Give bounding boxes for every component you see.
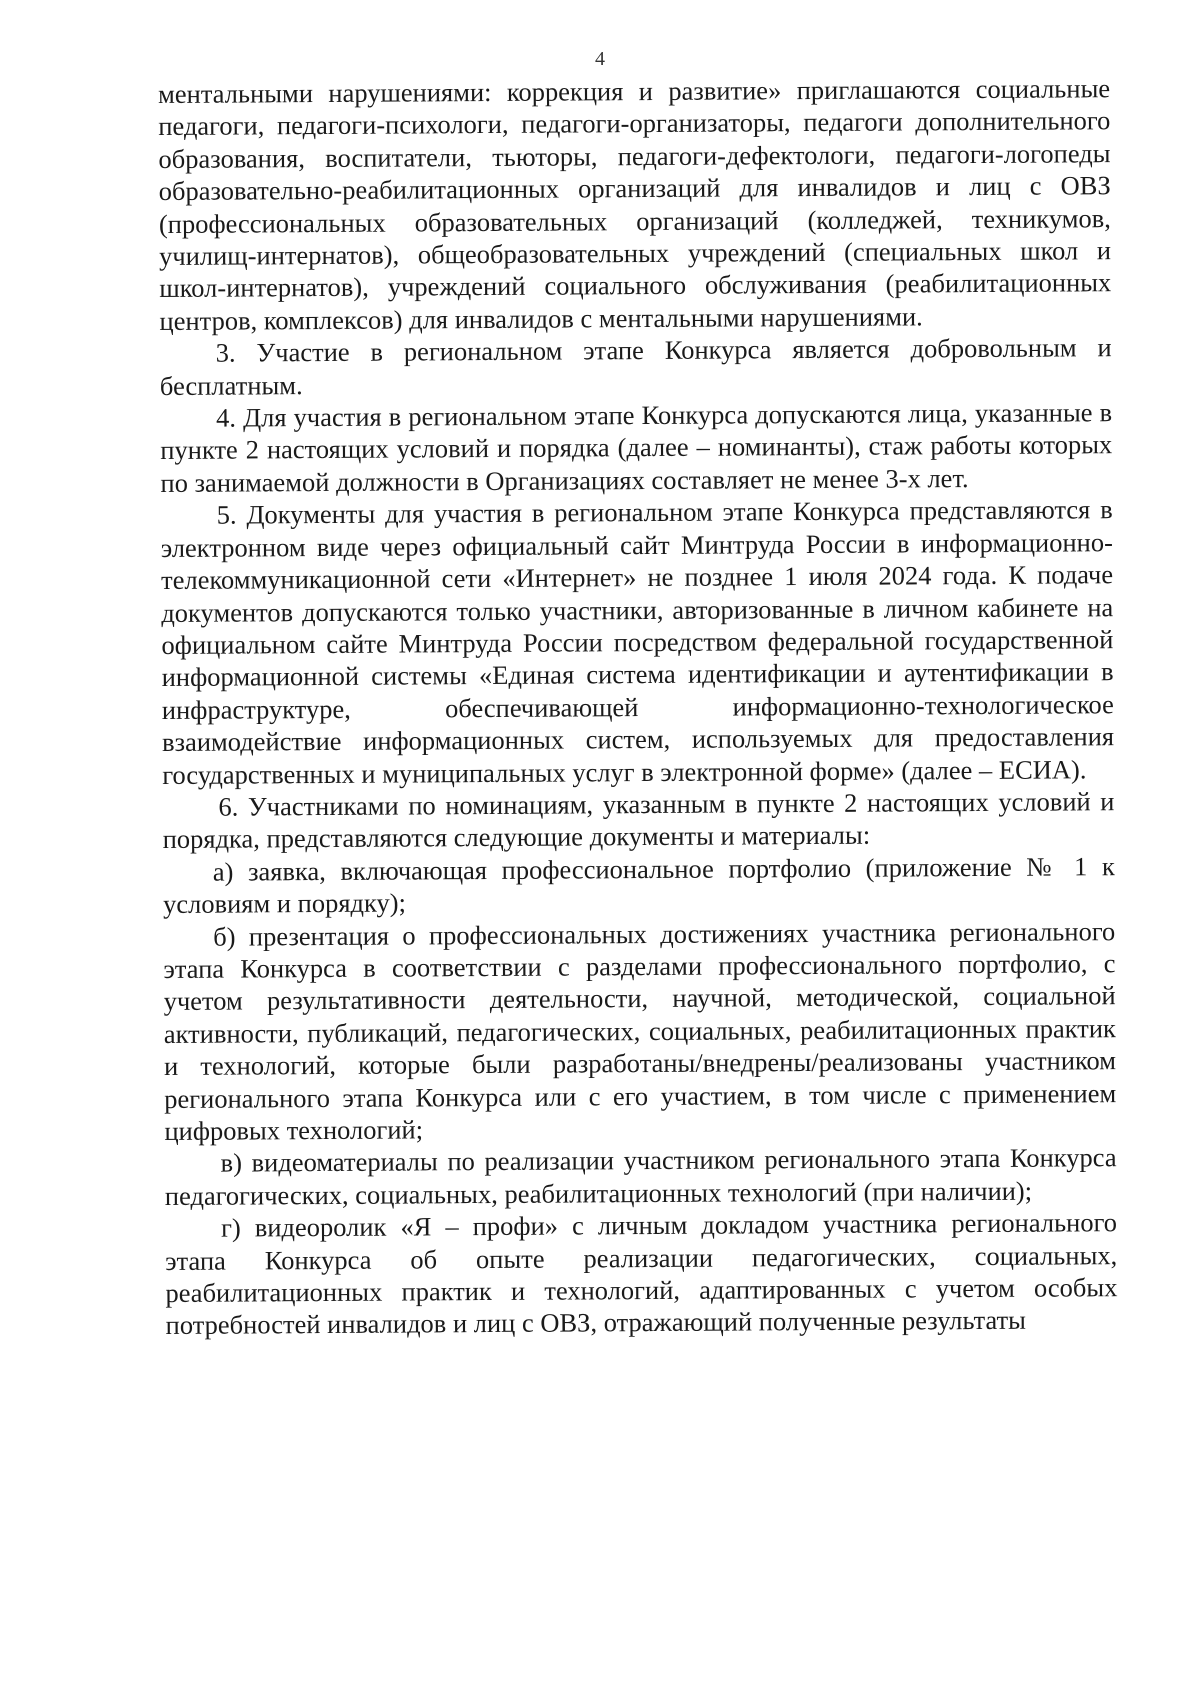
- paragraph-item-6: 6. Участниками по номинациям, указанным в пункте 2 настоящих условий и порядка, представляются следующие документы и материалы:: [162, 786, 1115, 855]
- subitem-g: г) видеоролик «Я – профи» с личным докладом участника регионального этапа Конкурса об опыте реализации педагогических, социальных, реабилитационных практик и технологий, адаптированных с учетом особых потребностей инвалидов и лиц с ОВЗ, отражающий полученные результаты: [165, 1207, 1118, 1341]
- document-body: [158, 72, 1118, 1342]
- paragraph-item-4: 4. Для участия в региональном этапе Конкурса допускаются лица, указанные в пункте 2 настоящих условий и порядка (далее – номинанты), стаж работы которых по занимаемой должности в Организациях составляет не менее 3-х лет.: [160, 397, 1113, 498]
- subitem-a: а) заявка, включающая профессиональное портфолио (приложение № 1 к условиям и порядку);: [162, 850, 1115, 920]
- paragraph-continuation: ментальными нарушениями: коррекция и развитие» приглашаются социальные педагоги, педагоги-психологи, педагоги-организаторы, педагоги дополнительного образования, воспитатели, тьюторы, педагоги-дефектологи, педагоги-логопеды образовательно-реабилитационных организаций для инвалидов и лиц с ОВЗ (профессиональных образовательных организаций (колледжей, техникумов, училищ-интернатов), общеобразовательных учреждений (специальных школ и школ-интернатов), учреждений социального обслуживания (реабилитационных центров, комплексов) для инвалидов с ментальными нарушениями.: [158, 73, 1112, 336]
- subitem-v: в) видеоматериалы по реализации участником регионального этапа Конкурса педагогических, социальных, реабилитационных технологий (при наличии);: [164, 1142, 1117, 1211]
- paragraph-item-3: 3. Участие в региональном этапе Конкурса является добровольным и бесплатным.: [159, 332, 1112, 401]
- page-number: 4: [595, 48, 605, 70]
- paragraph-item-5: 5. Документы для участия в региональном этапе Конкурса представляются в электронном виде через официальный сайт Минтруда России в информационно-телекоммуникационной сети «Интернет» не позднее 1 июля 2024 года. К подаче документов допускаются только участники, авторизованные в личном кабинете на официальном сайте Минтруда России посредством федеральной государственной информационной системы «Единая система идентификации и аутентификации в инфраструктуре, обеспечивающей информационно-технологическое взаимодействие информационных систем, используемых для предоставления государственных и муниципальных услуг в электронной форме» (далее – ЕСИА).: [160, 494, 1115, 790]
- subitem-b: б) презентация о профессиональных достижениях участника регионального этапа Конкурса в соответствии с разделами профессионального портфолио, с учетом результативности деятельности, научной, методической, социальной активности, публикаций, педагогических, социальных, реабилитационных практик и технологий, которые были разработаны/внедрены/реализованы участником регионального этапа Конкурса или с его участием, в том числе с применением цифровых технологий;: [163, 915, 1117, 1146]
